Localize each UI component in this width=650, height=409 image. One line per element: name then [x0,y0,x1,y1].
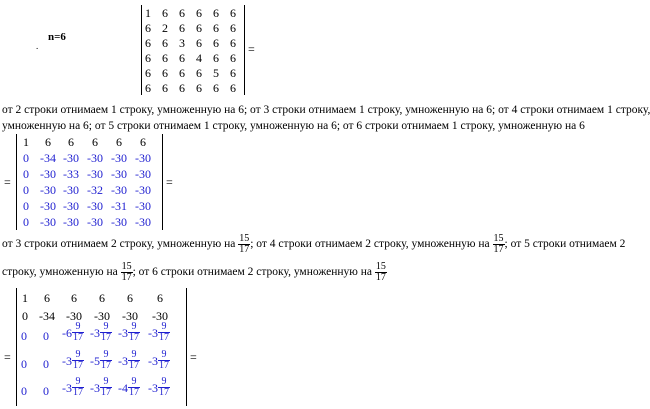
matrix-cell: 6 [213,81,219,95]
step-1-line-1: от 2 строки отнимаем 1 строку, умноженную на 6; от 3 строки отнимаем 1 строку, умноженную на 6; от 4 строки отнимаем 1 строку, [2,104,650,116]
matrix-3-left-bar [16,288,17,406]
n-label: n=6 [48,31,66,43]
step-2-text-d: строку, умноженную на [2,266,118,279]
mixed-whole: -3 [148,353,158,368]
matrix-cell: 6 [196,66,202,80]
matrix-cell: 6 [213,51,219,65]
step-2-text-c: ; от 5 строки отнимаем 2 [504,238,626,251]
matrix-cell [62,322,84,343]
step-1-line-2: умноженную на 6; от 5 строки отнимаем 1 строку, умноженную на 6; от 6 строки отнимаем 1 строку, умноженную на 6 [2,120,585,132]
matrix-cell [90,350,112,371]
matrix-cell [148,377,170,398]
matrix-cell: -30 [87,151,103,165]
matrix-cell: 6 [162,81,168,95]
matrix-cell: 6 [162,6,168,20]
matrix-cell: 6 [230,51,236,65]
matrix-cell: 6 [45,135,51,149]
mixed-whole: -3 [118,353,128,368]
matrix-cell: 1 [145,6,151,20]
fraction: $\frac{9}{17}$ [129,349,139,371]
matrix-cell: -33 [63,167,79,181]
matrix-cell: 6 [145,66,151,80]
fraction: $\frac{15}{17}$ [493,233,504,255]
matrix-cell: 6 [145,21,151,35]
matrix-cell: 6 [230,21,236,35]
matrix-cell: -30 [111,183,127,197]
matrix-cell: 6 [230,81,236,95]
equals-sign: = [166,175,173,189]
step-2-line-1 [2,233,626,255]
matrix-cell: 1 [23,135,29,149]
dot-mark: . [36,41,39,51]
matrix-cell: 6 [196,81,202,95]
step-2-line-2 [2,262,598,283]
mixed-whole: -3 [62,353,72,368]
matrix-cell: 6 [196,21,202,35]
matrix-cell: 6 [162,66,168,80]
matrix-cell: -30 [111,167,127,181]
matrix-cell: 6 [179,6,185,20]
matrix-cell: 6 [140,135,146,149]
matrix-cell: -30 [111,151,127,165]
matrix-cell: 6 [92,135,98,149]
matrix-cell: -30 [135,199,151,213]
equals-sign: = [4,350,11,364]
fraction: $\frac{9}{17}$ [159,321,169,343]
fraction: $\frac{15}{17}$ [239,233,250,255]
fraction: $\frac{9}{17}$ [73,349,83,371]
equals-sign: = [190,350,197,364]
matrix-cell: -30 [111,215,127,229]
matrix-cell [148,322,170,343]
matrix-2-right-bar [162,134,163,230]
step-2-text-e: ; от 6 строки отнимаем 2 строку, умноженную на [132,266,373,279]
mixed-whole: -6 [62,325,72,340]
matrix-cell: 1 [22,291,28,305]
mixed-whole: -5 [90,353,100,368]
mixed-whole: -4 [118,380,128,395]
matrix-cell: 3 [179,36,185,50]
fraction: $\frac{9}{17}$ [159,376,169,398]
mixed-whole: -3 [62,380,72,395]
mixed-whole: -3 [148,380,158,395]
step-2-text-b: ; от 4 строки отнимаем 2 строку, умноженную на [250,238,490,251]
matrix-cell: -30 [135,183,151,197]
matrix-cell: 6 [145,36,151,50]
fraction: $\frac{9}{17}$ [101,321,111,343]
matrix-cell: -30 [63,183,79,197]
matrix-cell: 0 [23,199,29,213]
matrix-cell: 6 [179,51,185,65]
matrix-cell [62,350,84,371]
fraction: $\frac{9}{17}$ [159,349,169,371]
fraction: $\frac{9}{17}$ [129,376,139,398]
matrix-cell: 0 [23,167,29,181]
matrix-cell: 4 [196,51,202,65]
mixed-whole: -3 [90,380,100,395]
matrix-cell: 6 [196,6,202,20]
matrix-cell: 6 [213,21,219,35]
matrix-cell: 6 [162,51,168,65]
matrix-cell: -30 [63,199,79,213]
step-2-text-a: от 3 строки отнимаем 2 строку, умноженную на [2,238,236,251]
matrix-cell: -30 [152,309,168,323]
matrix-cell: 6 [179,81,185,95]
matrix-cell: -30 [63,215,79,229]
matrix-cell: -30 [135,215,151,229]
matrix-cell: 0 [43,384,49,398]
matrix-cell: 6 [127,291,133,305]
matrix-cell: 6 [99,291,105,305]
matrix-cell: -31 [111,199,127,213]
matrix-cell: 6 [179,66,185,80]
matrix-cell: 6 [213,36,219,50]
matrix-cell: 6 [213,6,219,20]
matrix-cell: -30 [63,151,79,165]
matrix-cell: 6 [44,291,50,305]
fraction: $\frac{9}{17}$ [73,376,83,398]
matrix-cell: -30 [40,183,56,197]
matrix-cell: 6 [68,135,74,149]
matrix-cell [90,322,112,343]
fraction: $\frac{9}{17}$ [129,321,139,343]
matrix-cell: 6 [71,291,77,305]
matrix-cell [90,377,112,398]
matrix-cell: 0 [23,151,29,165]
matrix-cell: -30 [40,167,56,181]
matrix-cell: -34 [39,309,55,323]
matrix-cell: 6 [157,291,163,305]
matrix-cell: -30 [40,199,56,213]
matrix-cell: 2 [162,21,168,35]
matrix-cell: 6 [196,36,202,50]
matrix-cell: 0 [43,329,49,343]
equals-sign: = [4,175,11,189]
mixed-whole: -3 [118,325,128,340]
matrix-cell: -34 [40,151,56,165]
matrix-cell [118,322,140,343]
matrix-cell: 5 [213,66,219,80]
equals-sign: = [248,42,255,56]
matrix-cell: 6 [145,51,151,65]
matrix-cell: 6 [230,66,236,80]
fraction: $\frac{9}{17}$ [73,321,83,343]
matrix-cell: 6 [116,135,122,149]
matrix-cell: 0 [21,357,27,371]
fraction: $\frac{9}{17}$ [101,376,111,398]
matrix-cell [62,377,84,398]
matrix-cell: 6 [230,6,236,20]
matrix-cell: 0 [21,384,27,398]
fraction: $\frac{9}{17}$ [101,349,111,371]
matrix-1-right-bar [244,5,245,95]
matrix-cell: 0 [43,357,49,371]
matrix-cell: -30 [87,167,103,181]
matrix-cell: 6 [230,36,236,50]
mixed-whole: -3 [148,325,158,340]
matrix-cell: 0 [21,329,27,343]
matrix-cell: -30 [122,309,138,323]
matrix-cell [148,350,170,371]
matrix-cell: -32 [87,183,103,197]
matrix-cell: -30 [40,215,56,229]
matrix-cell: 0 [23,215,29,229]
matrix-cell: 0 [22,309,28,323]
matrix-cell: 6 [179,21,185,35]
matrix-cell: 6 [145,81,151,95]
matrix-cell: -30 [87,215,103,229]
fraction: $\frac{15}{17}$ [375,261,386,283]
matrix-cell: -30 [66,309,82,323]
matrix-cell: 6 [162,36,168,50]
matrix-cell: 0 [23,183,29,197]
matrix-cell: -30 [135,151,151,165]
matrix-3-right-bar [186,288,187,406]
matrix-cell [118,350,140,371]
matrix-cell: -30 [135,167,151,181]
fraction: $\frac{15}{17}$ [121,261,132,283]
mixed-whole: -3 [90,325,100,340]
matrix-cell: -30 [87,199,103,213]
matrix-cell: -30 [94,309,110,323]
matrix-cell [118,377,140,398]
